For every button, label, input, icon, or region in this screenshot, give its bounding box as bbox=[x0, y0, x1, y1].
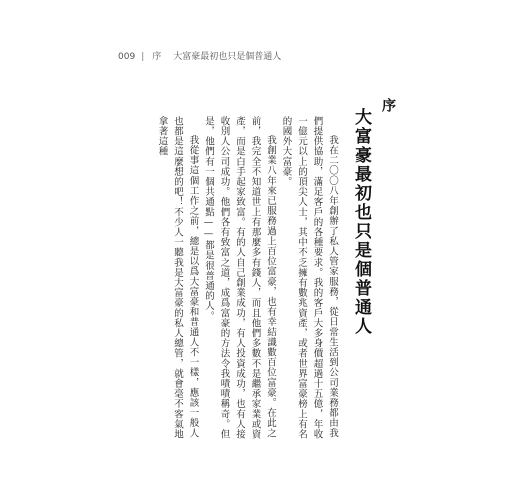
paragraph-1: 我在二〇〇八年創辦了私人管家服務，從日常生活到公司業務都由我們提供協助，滿足客戶的各種要求。我的客戶大多身價超過十五億，年收一億元以上的頂尖人士，其中不乏擁有數兆資產，或者世界富豪榜上有名的國外大富豪。 bbox=[280, 116, 338, 440]
running-header bbox=[118, 50, 281, 64]
paragraph-2: 我創業八年來已服務過上百位富豪，也有幸結識數百位富豪。在此之前，我完全不知道世上有那麼多有錢人，而且他們多數不是繼承家業或資產，而是白手起家致富。有的人自己創業成功，有人投資成功，也有人接收別人公司成功。他們各有致富之道，成爲富豪的方法令我嘖嘖稱奇。但是，他們有一個共通點——都是很普通的人。 bbox=[203, 116, 276, 440]
page-number: 009 bbox=[118, 52, 136, 62]
chapter-label: 序 bbox=[380, 98, 396, 114]
paragraph-3: 我從事這個工作之前，總是以爲大富豪和普通人不一樣，應該一般人也都是這麼想的吧！不少人一聽我是大富豪的私人總管，就會毫不客氣地拿著這種 bbox=[156, 116, 199, 440]
chapter-main-title: 大富豪最初也只是個普通人 bbox=[351, 108, 371, 336]
header-separator: | bbox=[141, 52, 145, 62]
body-text bbox=[130, 116, 340, 446]
header-section: 序 bbox=[152, 52, 162, 62]
chapter-title bbox=[351, 98, 398, 336]
header-running-title: 大富豪最初也只是個普通人 bbox=[173, 52, 282, 62]
